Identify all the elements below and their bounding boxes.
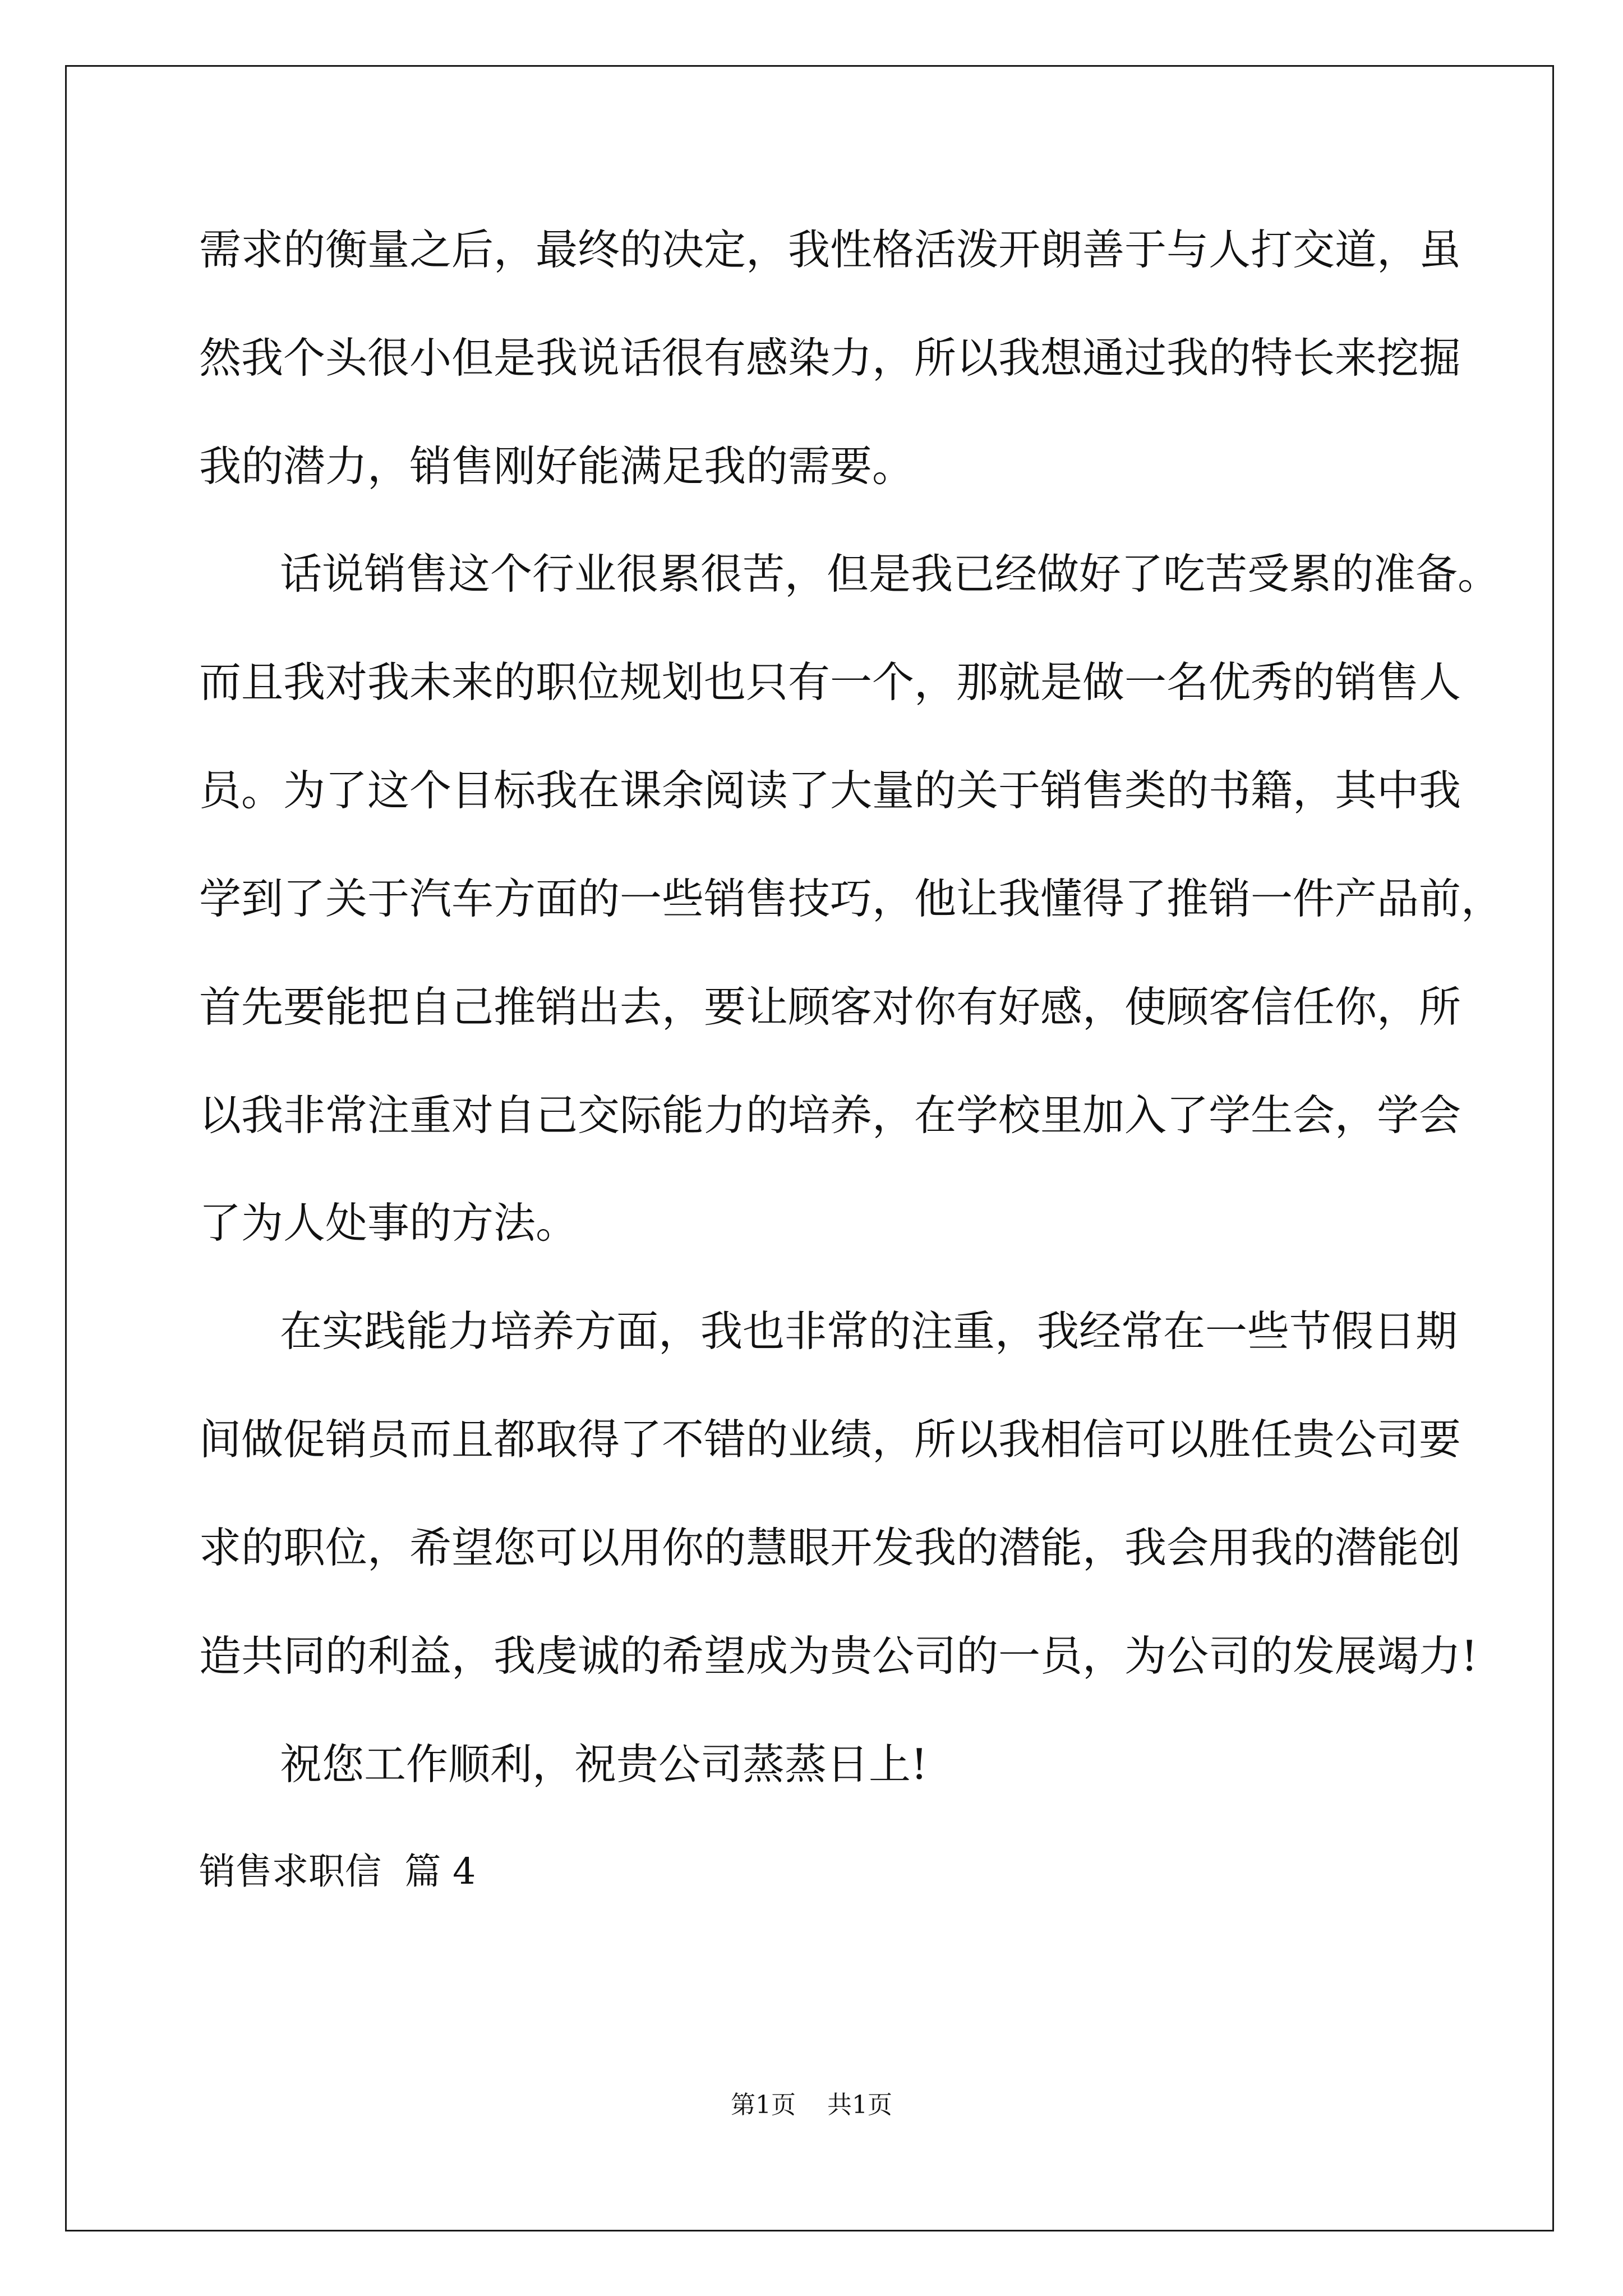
text-line: 以我非常注重对自己交际能力的培养，在学校里加入了学生会，学会 [199, 1091, 1461, 1140]
text-line: 然我个头很小但是我说话很有感染力，所以我想通过我的特长来挖掘 [199, 333, 1461, 383]
text-line: 员。为了这个目标我在课余阅读了大量的关于销售类的书籍，其中我 [199, 766, 1461, 815]
text-line: 需求的衡量之后，最终的决定，我性格活泼开朗善于与人打交道，虽 [199, 225, 1461, 274]
text-line: 间做促销员而且都取得了不错的业绩，所以我相信可以胜任贵公司要 [199, 1415, 1461, 1464]
text-line: 而且我对我未来的职位规划也只有一个，那就是做一名优秀的销售人 [199, 657, 1461, 707]
text-line: 我的潜力，销售刚好能满足我的需要。 [199, 441, 915, 491]
text-line: 求的职位，希望您可以用你的慧眼开发我的潜能，我会用我的潜能创 [199, 1523, 1461, 1572]
page-footer: 第1页 共1页 [731, 2091, 892, 2119]
section-heading: 销售求职信 篇 4 [199, 1851, 476, 1893]
text-line: 了为人处事的方法。 [199, 1198, 578, 1248]
text-line: 造共同的利益，我虔诚的希望成为贵公司的一员，为公司的发展竭力! [199, 1631, 1478, 1681]
paragraph-first-line: 祝您工作顺利，祝贵公司蒸蒸日上! [280, 1740, 928, 1789]
paragraph-first-line: 在实践能力培养方面，我也非常的注重，我经常在一些节假日期 [280, 1306, 1458, 1356]
text-line: 学到了关于汽车方面的一些销售技巧，他让我懂得了推销一件产品前， [199, 874, 1504, 923]
page-border [65, 65, 1554, 2231]
paragraph-first-line: 话说销售这个行业很累很苦，但是我已经做好了吃苦受累的准备。 [280, 549, 1500, 599]
text-line: 首先要能把自己推销出去，要让顾客对你有好感，使顾客信任你，所 [199, 982, 1461, 1032]
